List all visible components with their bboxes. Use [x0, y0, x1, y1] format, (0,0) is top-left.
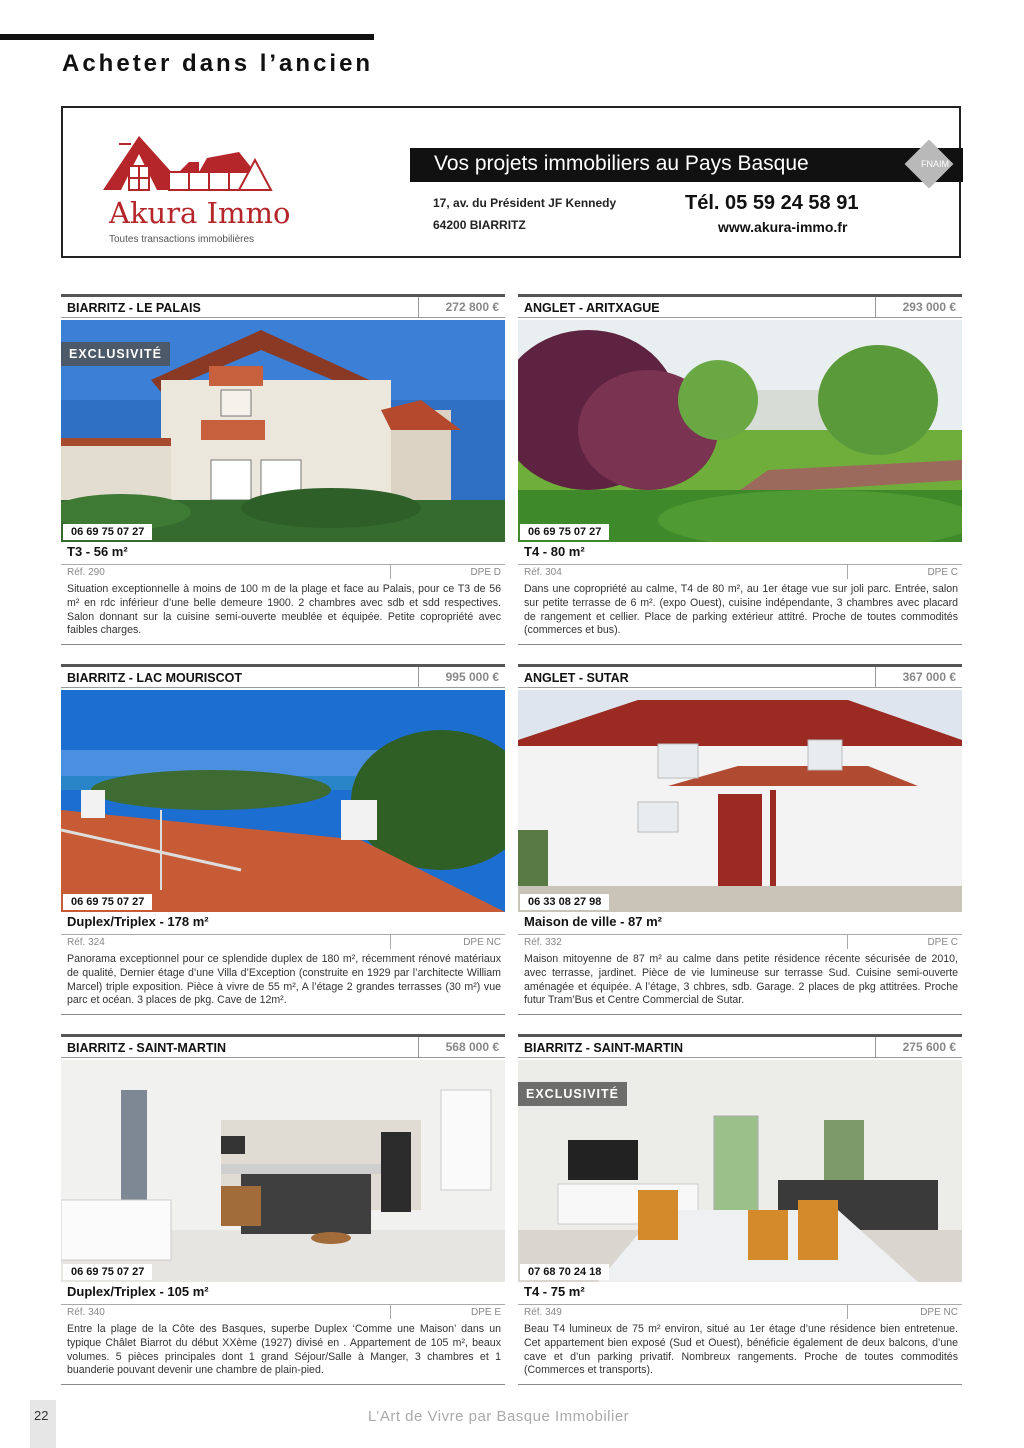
listing-location: BIARRITZ - SAINT-MARTIN [67, 1041, 227, 1055]
listing-phone[interactable]: 06 69 75 07 27 [63, 1264, 152, 1280]
agency-address-line2: 64200 BIARRITZ [433, 218, 526, 232]
agency-phone[interactable]: Tél. 05 59 24 58 91 [685, 192, 859, 214]
listing-description: Dans une copropriété au calme, T4 de 80 m², au 1er étage vue sur joli parc. Entrée, salon sur petite terrasse de 6 m². (expo Ouest), cuisine indépendante, 3 chambres avec placard de rangement et cellier. Place de parking extérieur attitré. Proche de toutes commodités (commerces et bus). [524, 583, 958, 637]
listing-ref: Réf. 324 [67, 937, 105, 948]
listing-location: ANGLET - ARITXAGUE [524, 301, 660, 315]
listing-price: 367 000 € [902, 670, 956, 684]
agency-banner [61, 106, 961, 258]
listing-header [61, 294, 505, 318]
agency-website[interactable]: www.akura-immo.fr [718, 219, 848, 235]
listing-location: BIARRITZ - LE PALAIS [67, 301, 201, 315]
top-rule [0, 34, 374, 40]
listing-location: BIARRITZ - LAC MOURISCOT [67, 671, 242, 685]
exclusivity-badge: EXCLUSIVITÉ [518, 1082, 627, 1106]
listing-header [518, 1034, 962, 1058]
agency-logo [99, 132, 289, 244]
listing-price: 275 600 € [902, 1040, 956, 1054]
listing-price: 568 000 € [445, 1040, 499, 1054]
listing-location: BIARRITZ - SAINT-MARTIN [524, 1041, 684, 1055]
listing-price: 995 000 € [445, 670, 499, 684]
listing-card[interactable] [518, 664, 962, 1020]
listing-type: T4 - 75 m² [524, 1284, 585, 1299]
listing-description: Beau T4 lumineux de 75 m² environ, situé au 1er étage d’une résidence bien entretenue. Cet appartement bien exposé (Sud et Ouest), bénéficie également de deux balcons, d’une cave et d’un parking privatif. Nombreux rangements. Proche de toutes commodités (Commerces et transports). [524, 1323, 958, 1377]
listing-dpe: DPE E [470, 1307, 501, 1318]
listing-photo[interactable] [61, 1060, 505, 1282]
listing-ref: Réf. 332 [524, 937, 562, 948]
agency-address-line1: 17, av. du Président JF Kennedy [433, 196, 617, 210]
listing-header [518, 664, 962, 688]
tagline-bar [410, 148, 963, 182]
listing-phone[interactable]: 06 69 75 07 27 [63, 524, 152, 540]
listing-ref: Réf. 349 [524, 1307, 562, 1318]
section-title: Acheter dans l’ancien [62, 50, 374, 77]
listing-description: Maison mitoyenne de 87 m² au calme dans petite résidence récente sécurisée de 2010, avec terrasse, jardinet. Pièce de vie lumineuse sur terrasse Sud. Cuisine semi-ouverte aménagée et équipée. A l’étage, 3 chbres, sdb. Garage. 2 places de pkg attitrées. Proche futur Tram’Bus et Centre Commercial de Sutar. [524, 953, 958, 1007]
listing-header [61, 664, 505, 688]
agency-subtitle: Toutes transactions immobilières [109, 234, 255, 245]
listing-type: T3 - 56 m² [67, 544, 128, 559]
listing-type: Duplex/Triplex - 178 m² [67, 914, 209, 929]
fnaim-label: FNAIM [921, 159, 949, 169]
listing-phone[interactable]: 06 69 75 07 27 [520, 524, 609, 540]
listing-photo[interactable] [61, 320, 505, 542]
listing-description: Panorama exceptionnel pour ce splendide duplex de 180 m², récemment rénové matériaux de qualité, Dernier étage d’une Villa d’Exception (construite en 1929 par l’architecte William Marcel) triple exposition. Pièce à vivre de 55 m², A l’étage 2 grandes terrasses (30 m²) vue parc et océan. 3 places de pkg. Cave de 12m². [67, 953, 501, 1007]
listing-dpe: DPE C [927, 567, 958, 578]
listing-dpe: DPE C [927, 937, 958, 948]
listing-ref: Réf. 290 [67, 567, 105, 578]
listing-card[interactable] [61, 1034, 505, 1390]
listing-ref: Réf. 340 [67, 1307, 105, 1318]
exclusivity-badge: EXCLUSIVITÉ [61, 342, 170, 366]
listing-ref: Réf. 304 [524, 567, 562, 578]
house-logo-icon [99, 132, 289, 196]
listing-price: 293 000 € [902, 300, 956, 314]
listing-type: Duplex/Triplex - 105 m² [67, 1284, 209, 1299]
listing-photo[interactable] [518, 690, 962, 912]
listing-description: Entre la plage de la Côte des Basques, superbe Duplex ‘Comme une Maison’ dans un typique Châlet Biarrot du début XXème (1927) divisé en . Appartement de 105 m², beaux volumes. 5 pièces principales dont 1 grand Séjour/Salle à Manger, 3 chambres et 1 buanderie pouvant devenir une chambre de plain-pied. [67, 1323, 501, 1377]
listing-card[interactable] [61, 664, 505, 1020]
listing-card[interactable] [61, 294, 505, 650]
listing-card[interactable] [518, 1034, 962, 1390]
listing-phone[interactable]: 07 68 70 24 18 [520, 1264, 609, 1280]
listing-card[interactable] [518, 294, 962, 650]
agency-name: Akura Immo [109, 196, 291, 230]
listing-dpe: DPE NC [920, 1307, 958, 1318]
listing-header [61, 1034, 505, 1058]
listing-header [518, 294, 962, 318]
listing-dpe: DPE NC [463, 937, 501, 948]
listing-description: Situation exceptionnelle à moins de 100 m de la plage et face au Palais, pour ce T3 de 56 m² en rdc inférieur d’une belle demeure 1900. 2 chambres avec sdb et sdd respectives. Salon donnant sur la cuisine semi-ouverte meublée et équipée. Petite copropriété avec faibles charges. [67, 583, 501, 637]
listing-location: ANGLET - SUTAR [524, 671, 629, 685]
listing-photo[interactable] [518, 1060, 962, 1282]
listing-dpe: DPE D [470, 567, 501, 578]
listing-phone[interactable]: 06 33 08 27 98 [520, 894, 609, 910]
listing-photo[interactable] [518, 320, 962, 542]
footer-tagline: L’Art de Vivre par Basque Immobilier [368, 1408, 630, 1425]
listing-photo[interactable] [61, 690, 505, 912]
agency-tagline: Vos projets immobiliers au Pays Basque [434, 152, 809, 175]
page-number: 22 [34, 1408, 49, 1423]
listing-type: Maison de ville - 87 m² [524, 914, 662, 929]
listing-phone[interactable]: 06 69 75 07 27 [63, 894, 152, 910]
listing-price: 272 800 € [445, 300, 499, 314]
listing-type: T4 - 80 m² [524, 544, 585, 559]
